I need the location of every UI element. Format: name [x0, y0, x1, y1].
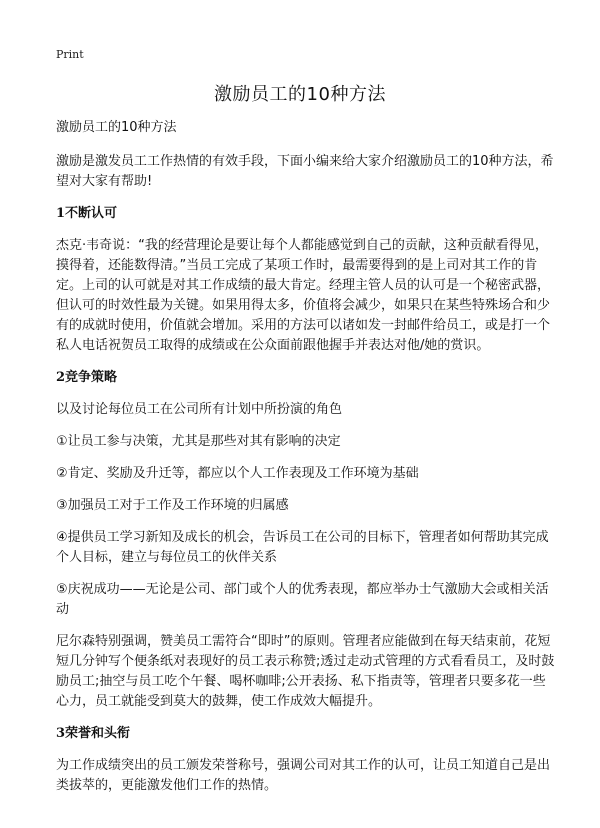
section-2-paragraph: 尼尔森特别强调，赞美员工需符合“即时”的原则。管理者应能做到在每天结束前，花短短几分钟写个便条纸对表现好的员工表示称赞;透过走动式管理的方式看看员工，及时鼓励员工;抽空与员工吃个午餐、喝杯咖啡;公开表扬、私下指责等，管理者只要多花一些心力，员工就能受到莫大的鼓舞，使工作成效大幅提升。: [56, 634, 555, 709]
section-2-list-item: ①让员工参与决策，尤其是那些对其有影响的决定: [56, 434, 341, 449]
print-label: Print: [56, 48, 84, 61]
section-2-list-item: ④提供员工学习新知及成长的机会，告诉员工在公司的目标下，管理者如何帮助其完成个人目标，建立与每位员工的伙伴关系: [56, 530, 549, 565]
section-heading-1: 1不断认可: [56, 206, 118, 221]
document-title: 激励员工的10种方法: [214, 84, 386, 105]
section-2-list-item: ③加强员工对于工作及工作环境的归属感: [56, 498, 289, 513]
section-2-list-item: ⑤庆祝成功——无论是公司、部门或个人的优秀表现，都应举办士气激励大会或相关活动: [56, 582, 549, 617]
section-1-paragraph: 杰克·韦奇说：“我的经营理论是要让每个人都能感觉到自己的贡献，这种贡献看得见，摸得着，还能数得清。”当员工完成了某项工作时，最需要得到的是上司对其工作的肯定。上司的认可就是对其工作成绩的最大肯定。经理主管人员的认可是一个秘密武器，但认可的时效性最为关键。如果用得太多，价值将会减少，如果只在某些特殊场合和少有的成就时使用，价值就会增加。采用的方法可以诸如发一封邮件给员工，或是打一个私人电话祝贺员工取得的成绩或在公众面前跟他握手并表达对他/她的赏识。: [56, 238, 551, 353]
section-2-list-item: ②肯定、奖励及升迁等，都应以个人工作表现及工作环境为基础: [56, 466, 419, 481]
section-heading-3: 3荣誉和头衔: [56, 726, 131, 741]
section-heading-2: 2竞争策略: [56, 370, 118, 385]
intro-paragraph: 激励是激发员工工作热情的有效手段，下面小编来给大家介绍激励员工的10种方法，希望对大家有帮助!: [56, 154, 554, 189]
section-3-paragraph: 为工作成绩突出的员工颁发荣誉称号，强调公司对其工作的认可，让员工知道自己是出类拔萃的，更能激发他们工作的热情。: [56, 758, 551, 793]
document-body: [56, 118, 556, 808]
document-subtitle: 激励员工的10种方法: [56, 120, 177, 135]
section-2-paragraph: 以及讨论每位员工在公司所有计划中所扮演的角色: [56, 402, 343, 417]
